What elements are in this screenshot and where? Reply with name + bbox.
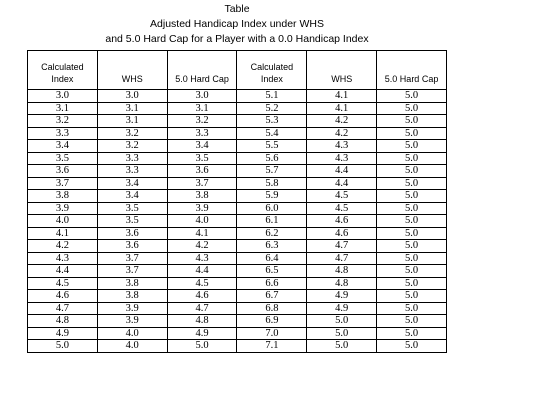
table-cell: 4.8	[167, 315, 237, 328]
table-cell: 5.0	[377, 177, 447, 190]
table-row	[28, 265, 447, 278]
table-cell: 5.0	[307, 327, 377, 340]
table-cell: 4.2	[307, 127, 377, 140]
column-header	[28, 51, 98, 90]
table-cell: 3.1	[97, 102, 167, 115]
table-cell: 5.0	[28, 340, 98, 353]
table-cell: 4.7	[307, 252, 377, 265]
table-cell: 4.0	[167, 215, 237, 228]
column-header-line-2: 5.0 Hard Cap	[175, 74, 229, 84]
table-cell: 3.6	[97, 227, 167, 240]
table-cell: 4.1	[307, 90, 377, 103]
table-cell: 4.3	[307, 152, 377, 165]
table-cell: 7.1	[237, 340, 307, 353]
table-row	[28, 190, 447, 203]
table-cell: 6.3	[237, 240, 307, 253]
column-header-line-1	[168, 61, 237, 73]
table-cell: 3.4	[167, 140, 237, 153]
table-cell: 4.6	[28, 290, 98, 303]
title-line-1: Table	[224, 3, 250, 15]
table-cell: 5.3	[237, 115, 307, 128]
table-cell: 3.4	[97, 190, 167, 203]
column-header	[167, 51, 237, 90]
table-cell: 4.1	[307, 102, 377, 115]
column-header-line-2: WHS	[121, 74, 143, 84]
table-cell: 4.9	[307, 302, 377, 315]
table-cell: 5.0	[377, 290, 447, 303]
table-cell: 3.8	[167, 190, 237, 203]
table-cell: 6.9	[237, 315, 307, 328]
table-cell: 4.6	[167, 290, 237, 303]
table-cell: 5.0	[377, 252, 447, 265]
column-header	[237, 51, 307, 90]
table-cell: 5.0	[377, 202, 447, 215]
table-row	[28, 327, 447, 340]
table-cell: 3.7	[97, 252, 167, 265]
table-row	[28, 102, 447, 115]
table-cell: 3.3	[28, 127, 98, 140]
table-cell: 5.1	[237, 90, 307, 103]
table-cell: 6.4	[237, 252, 307, 265]
table-cell: 5.0	[377, 190, 447, 203]
table-cell: 5.0	[377, 265, 447, 278]
table-cell: 4.2	[167, 240, 237, 253]
table-cell: 3.5	[167, 152, 237, 165]
title-line-3: and 5.0 Hard Cap for a Player with a 0.0 Handicap Index	[105, 33, 369, 45]
column-header-line-2: 5.0 Hard Cap	[384, 74, 439, 84]
table-cell: 4.5	[28, 277, 98, 290]
table-cell: 6.0	[237, 202, 307, 215]
table-row	[28, 315, 447, 328]
table-cell: 3.5	[28, 152, 98, 165]
table-cell: 4.9	[307, 290, 377, 303]
table-cell: 3.1	[97, 115, 167, 128]
column-header-line-1	[307, 61, 376, 73]
table-cell: 5.0	[377, 340, 447, 353]
table-cell: 7.0	[237, 327, 307, 340]
table-cell: 4.8	[307, 265, 377, 278]
table-cell: 3.3	[97, 165, 167, 178]
table-cell: 4.7	[167, 302, 237, 315]
handicap-table	[27, 50, 447, 353]
table-cell: 4.0	[97, 340, 167, 353]
table-row	[28, 240, 447, 253]
table-cell: 5.0	[167, 340, 237, 353]
table-cell: 5.7	[237, 165, 307, 178]
column-header-line-1	[98, 61, 167, 73]
table-cell: 4.7	[28, 302, 98, 315]
table-cell: 4.6	[307, 227, 377, 240]
table-cell: 4.8	[307, 277, 377, 290]
table-cell: 5.0	[377, 165, 447, 178]
table-cell: 4.0	[28, 215, 98, 228]
column-header-line-2: Index	[51, 74, 74, 84]
table-cell: 3.4	[28, 140, 98, 153]
table-cell: 5.0	[307, 315, 377, 328]
table-cell: 3.1	[28, 102, 98, 115]
table-cell: 6.8	[237, 302, 307, 315]
column-header	[307, 51, 377, 90]
table-cell: 4.2	[307, 115, 377, 128]
column-header-line-2: Index	[260, 74, 283, 84]
table-cell: 5.0	[377, 315, 447, 328]
table-cell: 3.8	[97, 277, 167, 290]
table-cell: 4.3	[167, 252, 237, 265]
table-cell: 3.6	[28, 165, 98, 178]
table-cell: 3.9	[167, 202, 237, 215]
table-cell: 3.2	[97, 127, 167, 140]
table-row	[28, 127, 447, 140]
table-cell: 5.8	[237, 177, 307, 190]
table-cell: 5.0	[377, 127, 447, 140]
table-row	[28, 140, 447, 153]
table-cell: 4.9	[167, 327, 237, 340]
table-cell: 3.9	[28, 202, 98, 215]
table-cell: 5.0	[377, 277, 447, 290]
table-cell: 5.9	[237, 190, 307, 203]
table-cell: 3.2	[167, 115, 237, 128]
table-cell: 5.0	[377, 152, 447, 165]
table-cell: 3.6	[167, 165, 237, 178]
table-cell: 3.8	[97, 290, 167, 303]
table-row	[28, 290, 447, 303]
table-cell: 3.4	[97, 177, 167, 190]
header-row	[28, 51, 447, 90]
table-cell: 4.1	[28, 227, 98, 240]
table-row	[28, 165, 447, 178]
table-cell: 4.5	[307, 202, 377, 215]
column-header-line-2: WHS	[331, 74, 353, 84]
table-row	[28, 115, 447, 128]
table-cell: 3.2	[97, 140, 167, 153]
table-cell: 3.5	[97, 215, 167, 228]
table-cell: 3.0	[97, 90, 167, 103]
table-cell: 5.2	[237, 102, 307, 115]
column-header-line-1: Calculated	[250, 62, 294, 72]
table-cell: 4.8	[28, 315, 98, 328]
table-cell: 3.7	[167, 177, 237, 190]
table-row	[28, 227, 447, 240]
table-cell: 3.9	[97, 315, 167, 328]
table-cell: 5.0	[377, 240, 447, 253]
table-cell: 4.9	[28, 327, 98, 340]
table-cell: 4.7	[307, 240, 377, 253]
table-cell: 5.6	[237, 152, 307, 165]
table-row	[28, 177, 447, 190]
table-cell: 6.7	[237, 290, 307, 303]
table-cell: 3.3	[167, 127, 237, 140]
table-cell: 3.0	[167, 90, 237, 103]
table-cell: 5.0	[377, 227, 447, 240]
table-cell: 5.0	[377, 140, 447, 153]
column-header	[97, 51, 167, 90]
table-cell: 4.1	[167, 227, 237, 240]
table-cell: 5.4	[237, 127, 307, 140]
column-header-line-1	[377, 61, 446, 73]
table-body	[28, 90, 447, 353]
table-cell: 5.0	[377, 327, 447, 340]
table-row	[28, 340, 447, 353]
table-cell: 6.1	[237, 215, 307, 228]
table-cell: 5.0	[377, 90, 447, 103]
table-cell: 4.3	[28, 252, 98, 265]
table-cell: 5.0	[377, 115, 447, 128]
table-cell: 4.4	[28, 265, 98, 278]
table-cell: 3.7	[28, 177, 98, 190]
table-cell: 4.0	[97, 327, 167, 340]
title-line-2: Adjusted Handicap Index under WHS	[150, 18, 324, 30]
table-cell: 5.0	[307, 340, 377, 353]
table-cell: 5.0	[377, 215, 447, 228]
column-header	[377, 51, 447, 90]
table-cell: 5.5	[237, 140, 307, 153]
table-cell: 6.6	[237, 277, 307, 290]
table-row	[28, 252, 447, 265]
table-cell: 3.8	[28, 190, 98, 203]
table-cell: 4.4	[167, 265, 237, 278]
table-cell: 6.2	[237, 227, 307, 240]
table-row	[28, 277, 447, 290]
table-cell: 4.4	[307, 165, 377, 178]
table-cell: 3.9	[97, 302, 167, 315]
table-cell: 3.3	[97, 152, 167, 165]
table-title	[0, 2, 474, 47]
table-cell: 6.5	[237, 265, 307, 278]
table-header	[28, 51, 447, 90]
table-cell: 4.5	[307, 190, 377, 203]
table-row	[28, 152, 447, 165]
table-cell: 4.4	[307, 177, 377, 190]
table-cell: 3.7	[97, 265, 167, 278]
table-cell: 3.1	[167, 102, 237, 115]
table-cell: 4.5	[167, 277, 237, 290]
table-cell: 5.0	[377, 302, 447, 315]
table-cell: 3.0	[28, 90, 98, 103]
table-row	[28, 90, 447, 103]
table-cell: 3.5	[97, 202, 167, 215]
table-cell: 5.0	[377, 102, 447, 115]
table-row	[28, 202, 447, 215]
table-cell: 3.2	[28, 115, 98, 128]
table-cell: 4.6	[307, 215, 377, 228]
table-cell: 3.6	[97, 240, 167, 253]
table-row	[28, 215, 447, 228]
table-row	[28, 302, 447, 315]
column-header-line-1: Calculated	[41, 62, 84, 72]
table-cell: 4.2	[28, 240, 98, 253]
table-cell: 4.3	[307, 140, 377, 153]
